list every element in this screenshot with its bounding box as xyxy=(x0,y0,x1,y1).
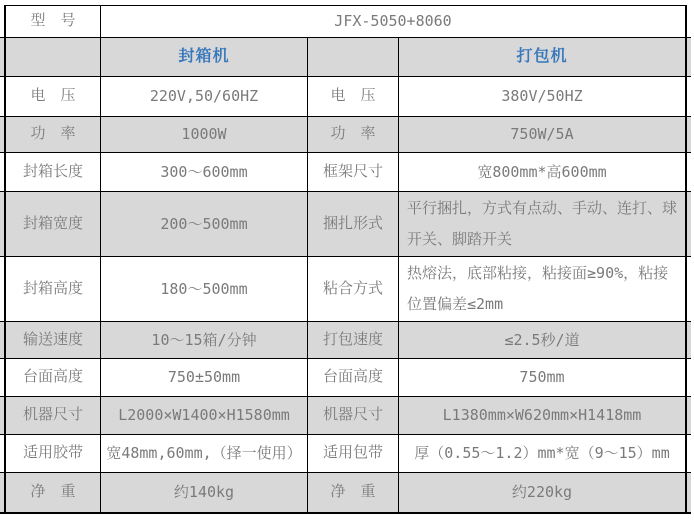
row-bleed-right xyxy=(687,435,691,472)
left-spec-label: 输送速度 xyxy=(4,322,100,358)
spec-row-table-height xyxy=(0,359,691,397)
spec-row-machine-size xyxy=(0,397,691,435)
strapper-machine-header: 打包机 xyxy=(398,38,687,76)
left-spec-label: 机器尺寸 xyxy=(4,397,100,434)
right-spec-value: 热熔法，底部粘接，粘接面≥90%，粘接位置偏差≤2mm xyxy=(398,257,687,321)
right-spec-label: 净 重 xyxy=(307,473,398,512)
left-spec-label: 净 重 xyxy=(4,473,100,512)
header-empty-cell xyxy=(307,38,398,76)
left-spec-value: 220V,50/60HZ xyxy=(100,77,307,116)
right-spec-label: 粘合方式 xyxy=(307,257,398,321)
right-spec-label: 框架尺寸 xyxy=(307,153,398,191)
row-bleed-right xyxy=(687,192,691,256)
row-bleed-right xyxy=(687,117,691,152)
left-spec-label: 功 率 xyxy=(4,117,100,152)
row-bleed-right xyxy=(687,322,691,358)
left-spec-value: 1000W xyxy=(100,117,307,152)
left-spec-value: 750±50mm xyxy=(100,359,307,396)
spec-row-seal-height xyxy=(0,257,691,322)
left-spec-label: 封箱高度 xyxy=(4,257,100,321)
left-spec-value: L2000×W1400×H1580mm xyxy=(100,397,307,434)
left-spec-value: 10～15箱/分钟 xyxy=(100,322,307,358)
right-spec-label: 功 率 xyxy=(307,117,398,152)
left-spec-value: 200～500mm xyxy=(100,192,307,256)
right-spec-value: 约220kg xyxy=(398,473,687,512)
header-empty-cell xyxy=(4,38,100,76)
right-spec-label: 打包速度 xyxy=(307,322,398,358)
row-bleed-right xyxy=(687,77,691,116)
sealer-machine-header: 封箱机 xyxy=(100,38,307,76)
left-spec-label: 封箱长度 xyxy=(4,153,100,191)
right-spec-value: 750mm xyxy=(398,359,687,396)
model-label-cell: 型 号 xyxy=(4,5,100,37)
left-spec-label: 封箱宽度 xyxy=(4,192,100,256)
right-spec-value: 平行捆扎，方式有点动、手动、连打、球开关、脚踏开关 xyxy=(398,192,687,256)
machine-header-row xyxy=(0,38,691,77)
row-bleed-right xyxy=(687,359,691,396)
row-bleed-right xyxy=(687,473,691,512)
row-bleed-right xyxy=(687,397,691,434)
spec-row-voltage xyxy=(0,77,691,117)
right-spec-label: 台面高度 xyxy=(307,359,398,396)
right-spec-label: 电 压 xyxy=(307,77,398,116)
left-spec-value: 宽48mm,60mm,（择一使用） xyxy=(100,435,307,472)
spec-row-net-weight xyxy=(0,473,691,514)
row-bleed-right xyxy=(687,153,691,191)
right-spec-value: 宽800mm*高600mm xyxy=(398,153,687,191)
spec-row-convey-speed xyxy=(0,322,691,359)
machine-spec-table xyxy=(0,5,691,514)
spec-row-seal-length xyxy=(0,153,691,192)
left-spec-label: 台面高度 xyxy=(4,359,100,396)
right-spec-label: 机器尺寸 xyxy=(307,397,398,434)
spec-row-power xyxy=(0,117,691,153)
left-spec-label: 适用胶带 xyxy=(4,435,100,472)
left-spec-label: 电 压 xyxy=(4,77,100,116)
right-spec-label: 适用包带 xyxy=(307,435,398,472)
left-spec-value: 180～500mm xyxy=(100,257,307,321)
right-spec-value: 厚（0.55～1.2）mm*宽（9～15）mm xyxy=(398,435,687,472)
row-bleed-right xyxy=(687,5,691,37)
model-value-cell: JFX-5050+8060 xyxy=(100,5,687,37)
left-spec-value: 约140kg xyxy=(100,473,307,512)
right-spec-value: 750W/5A xyxy=(398,117,687,152)
right-spec-value: 380V/50HZ xyxy=(398,77,687,116)
right-spec-value: L1380mm×W620mm×H1418mm xyxy=(398,397,687,434)
right-spec-value: ≤2.5秒/道 xyxy=(398,322,687,358)
row-bleed-right xyxy=(687,257,691,321)
right-spec-label: 捆扎形式 xyxy=(307,192,398,256)
model-row xyxy=(0,5,691,38)
row-bleed-right xyxy=(687,38,691,76)
spec-row-applicable-tape xyxy=(0,435,691,473)
left-spec-value: 300～600mm xyxy=(100,153,307,191)
spec-row-seal-width xyxy=(0,192,691,257)
